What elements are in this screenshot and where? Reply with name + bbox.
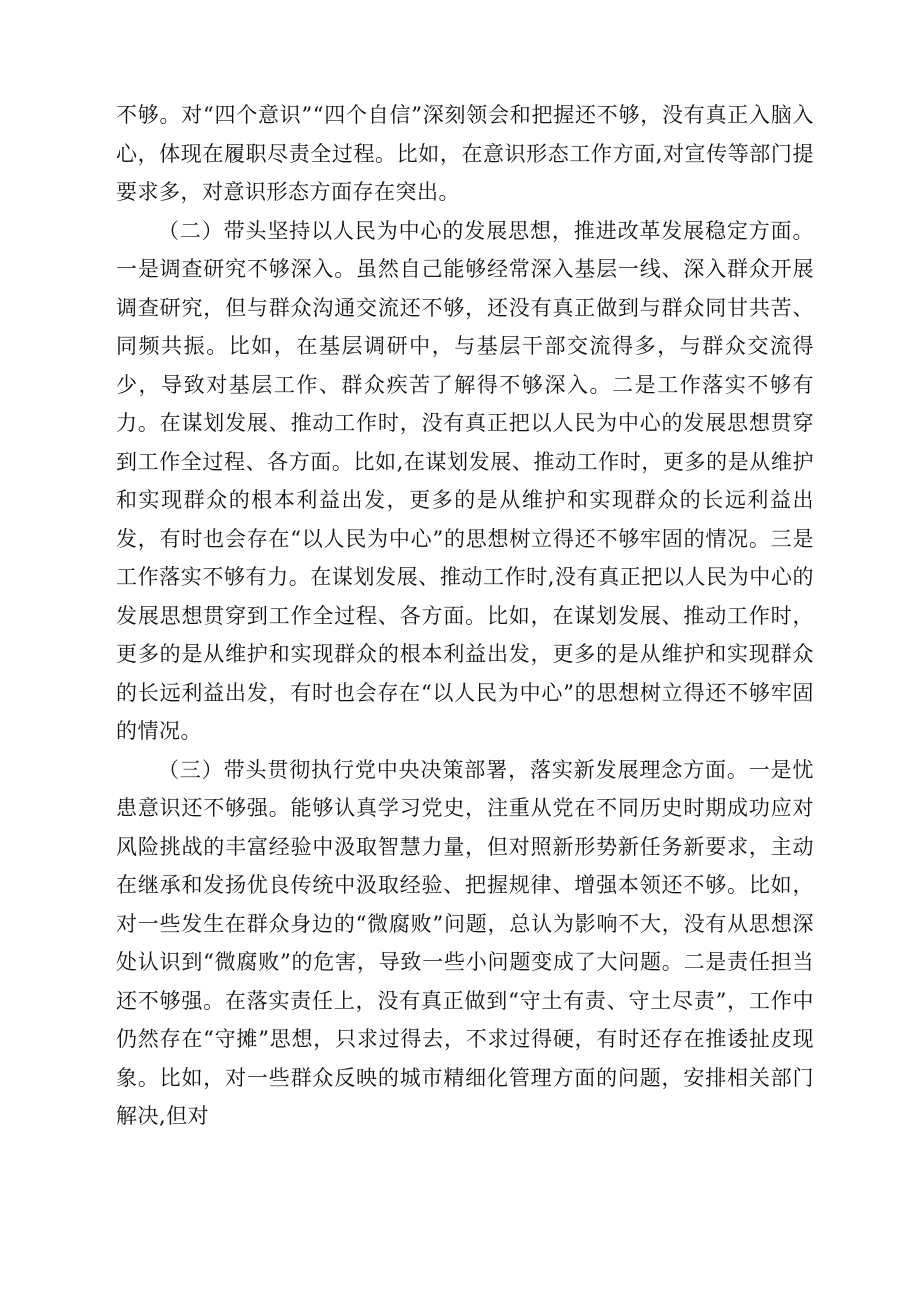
body-text: [116, 96, 814, 1136]
paragraph-section-three: （三）带头贯彻执行党中央决策部署，落实新发展理念方面。一是忧患意识还不够强。能够认真学习党史，注重从党在不同历史时期成功应对风险挑战的丰富经验中汲取智慧力量，但对照新形势新任务新要求，主动在继承和发扬优良传统中汲取经验、把握规律、增强本领还不够。比如，对一些发生在群众身边的“微腐败”问题，总认为影响不大，没有从思想深处认识到“微腐败”的危害，导致一些小问题变成了大问题。二是责任担当还不够强。在落实责任上，没有真正做到“守土有责、守土尽责”，工作中仍然存在“守摊”思想，只求过得去，不求过得硬，有时还存在推诿扯皮现象。比如，对一些群众反映的城市精细化管理方面的问题，安排相关部门解决,但对: [116, 757, 814, 1128]
paragraph-continuation: 不够。对“四个意识”“四个自信”深刻领会和把握还不够，没有真正入脑入心，体现在履职尽责全过程。比如，在意识形态工作方面,对宣传等部门提要求多，对意识形态方面存在突出。: [116, 103, 814, 204]
paragraph-section-two: （二）带头坚持以人民为中心的发展思想，推进改革发展稳定方面。一是调查研究不够深入。虽然自己能够经常深入基层一线、深入群众开展调查研究，但与群众沟通交流还不够，还没有真正做到与群众同甘共苦、同频共振。比如，在基层调研中，与基层干部交流得多，与群众交流得少，导致对基层工作、群众疾苦了解得不够深入。二是工作落实不够有力。在谋划发展、推动工作时，没有真正把以人民为中心的发展思想贯穿到工作全过程、各方面。比如,在谋划发展、推动工作时，更多的是从维护和实现群众的根本利益出发，更多的是从维护和实现群众的长远利益出发，有时也会存在“以人民为中心”的思想树立得还不够牢固的情况。三是工作落实不够有力。在谋划发展、推动工作时,没有真正把以人民为中心的发展思想贯穿到工作全过程、各方面。比如，在谋划发展、推动工作时，更多的是从维护和实现群众的根本利益出发，更多的是从维护和实现群众的长远利益出发，有时也会存在“以人民为中心”的思想树立得还不够牢固的情况。: [116, 218, 814, 743]
